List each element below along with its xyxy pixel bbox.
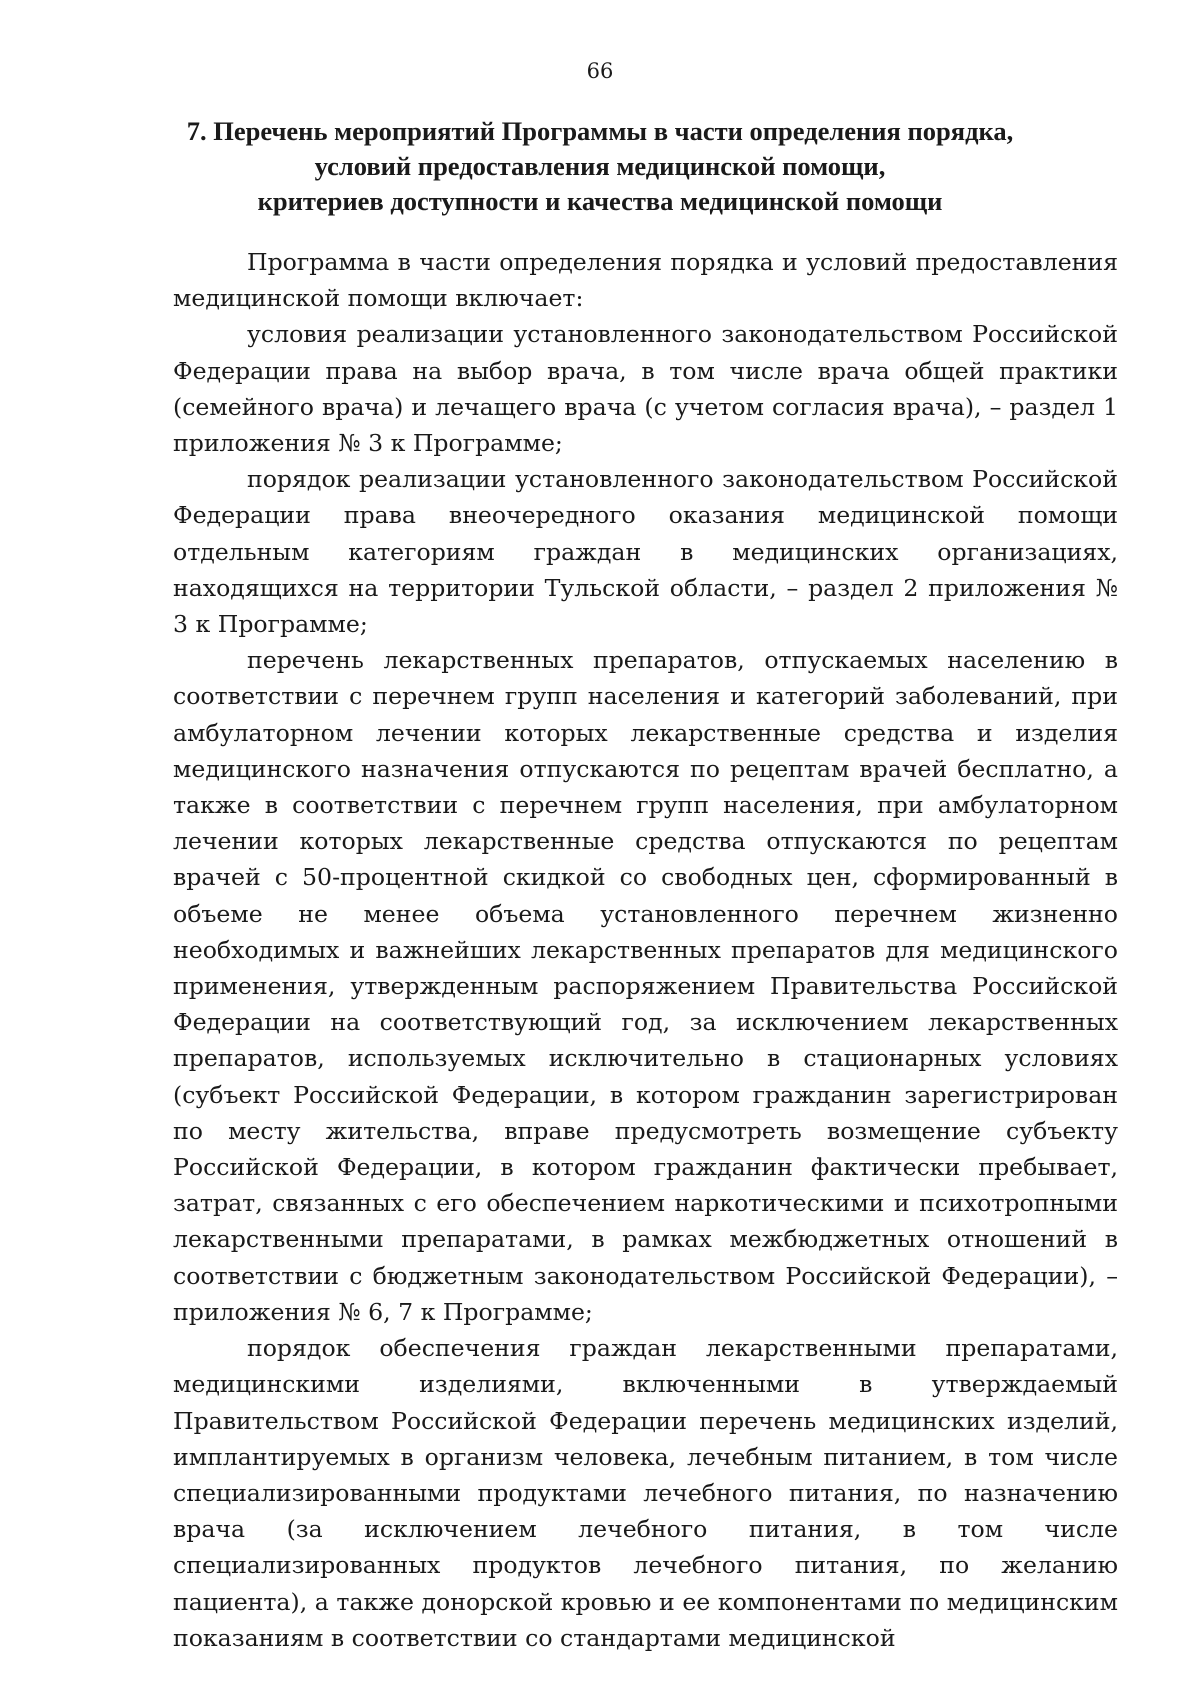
paragraph-provision-order: порядок обеспечения граждан лекарственными препаратами, медицинскими изделиями, включенными в утверждаемый Правительством Российской Федерации перечень медицинских изделий, имплантируемых в организм человека, лечебным питанием, в том числе специализированными продуктами лечебного питания, по назначению врача (за исключением лечебного питания, в том числе специализированных продуктов лечебного питания, по желанию пациента), а также донорской кровью и ее компонентами по медицинским показаниям в соответствии со стандартами медицинской: [173, 1334, 1118, 1652]
paragraph-medicine-list: перечень лекарственных препаратов, отпускаемых населению в соответствии с перечнем групп населения и категорий заболеваний, при амбулаторном лечении которых лекарственные средства и изделия медицинского назначения отпускаются по рецептам врачей бесплатно, а также в соответствии с перечнем групп населения, при амбулаторном лечении которых лекарственные средства отпускаются по рецептам врачей с 50-процентной скидкой со свободных цен, сформированный в объеме не менее объема установленного перечнем жизненно необходимых и важнейших лекарственных препаратов для медицинского применения, утвержденным распоряжением Правительства Российской Федерации на соответствующий год, за исключением лекарственных препаратов, используемых исключительно в стационарных условиях (субъект Российской Федерации, в котором гражданин зарегистрирован по месту жительства, вправе предусмотреть возмещение субъекту Российской Федерации, в котором гражданин фактически пребывает, затрат, связанных с его обеспечением наркотическими и психотропными лекарственными препаратами, в рамках межбюджетных отношений в соответствии с бюджетным законодательством Российской Федерации), – приложения № 6, 7 к Программе;: [173, 646, 1118, 1326]
paragraph-priority-care: порядок реализации установленного законодательством Российской Федерации права внеочередного оказания медицинской помощи отдельным категориям граждан в медицинских организациях, находящихся на территории Тульской области, – раздел 2 приложения № 3 к Программе;: [173, 465, 1118, 639]
section-heading: [160, 114, 1040, 219]
heading-line-2: условий предоставления медицинской помощи,: [314, 151, 886, 181]
paragraph-choice-of-doctor: условия реализации установленного законодательством Российской Федерации права на выбор врача, в том числе врача общей практики (семейного врача) и лечащего врача (с учетом согласия врача), – раздел 1 приложения № 3 к Программе;: [173, 320, 1118, 458]
heading-line-3: критериев доступности и качества медицинской помощи: [257, 186, 943, 216]
heading-line-1: 7. Перечень мероприятий Программы в части определения порядка,: [186, 116, 1014, 146]
paragraph-intro: Программа в части определения порядка и условий предоставления медицинской помощи включает:: [173, 248, 1118, 313]
document-body: [173, 244, 1118, 1656]
page-number: 66: [586, 59, 614, 83]
